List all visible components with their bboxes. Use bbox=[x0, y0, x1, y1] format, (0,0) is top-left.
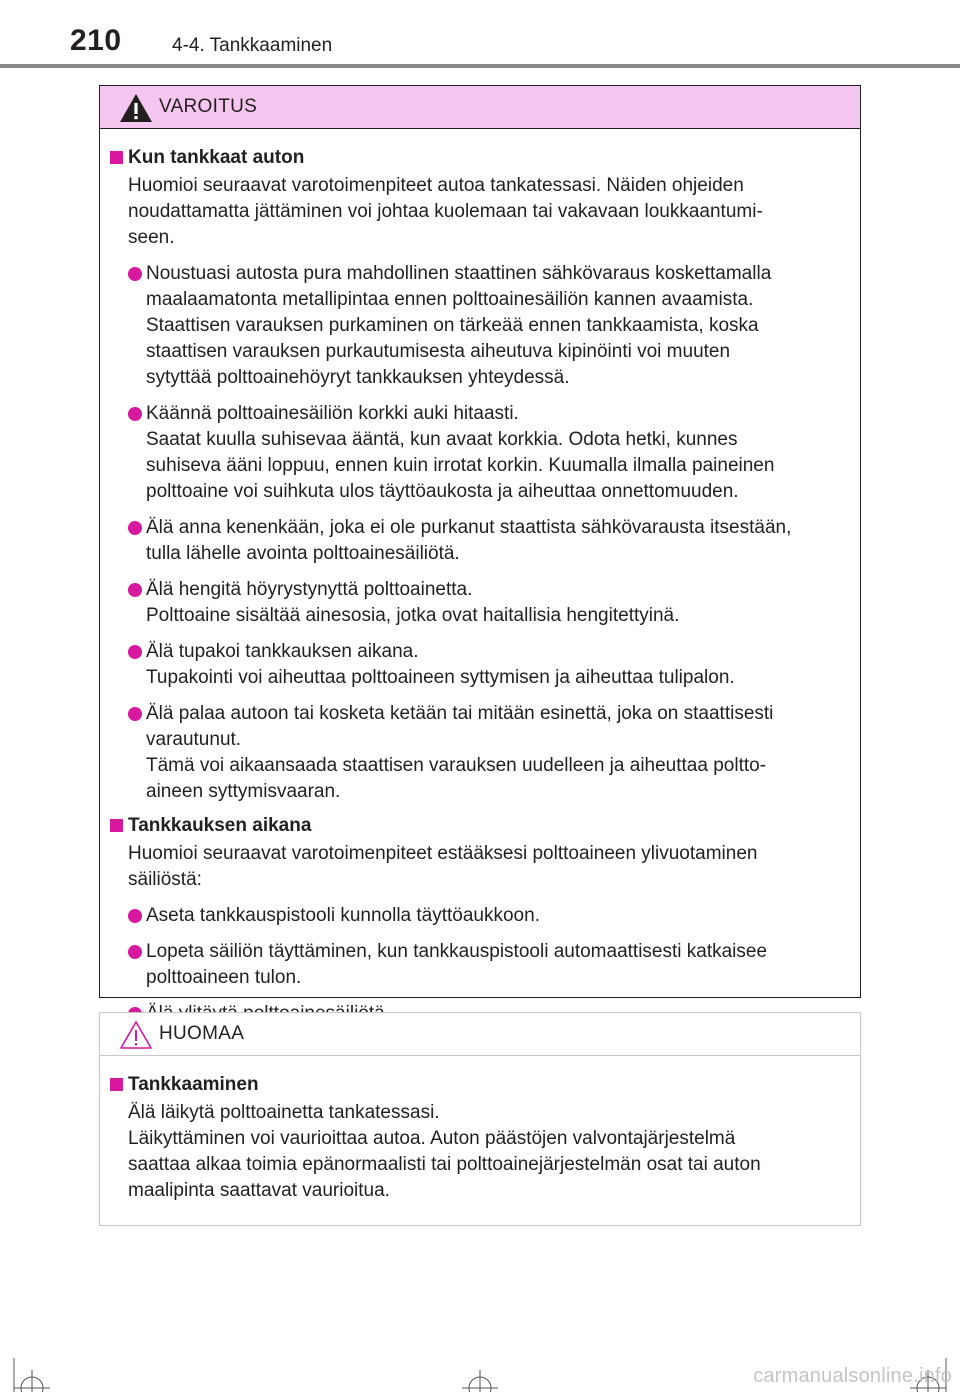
round-bullet-icon bbox=[128, 583, 142, 597]
page-header bbox=[0, 0, 960, 66]
block-intro: Huomioi seuraavat varotoimenpiteet estääksesi polttoaineen ylivuotaminen säiliöstä: bbox=[128, 843, 758, 890]
caution-block-refueling bbox=[108, 1072, 853, 1204]
block-heading: Tankkaaminen bbox=[108, 1072, 853, 1098]
warning-header bbox=[100, 86, 860, 129]
header-rule bbox=[0, 64, 960, 68]
round-bullet-icon bbox=[128, 909, 142, 923]
list-item: Älä anna kenenkään, joka ei ole purkanut staattista sähkövarausta itsestään, tulla lähelle avointa polttoainesäiliötä. bbox=[108, 515, 853, 567]
section-title: 4-4. Tankkaaminen bbox=[172, 35, 333, 56]
caution-box bbox=[99, 1012, 861, 1226]
list-item: Aseta tankkauspistooli kunnolla täyttöaukkoon. bbox=[108, 903, 853, 929]
watermark: carmanualsonline.info bbox=[753, 1365, 952, 1387]
round-bullet-icon bbox=[128, 521, 142, 535]
round-bullet-icon bbox=[128, 407, 142, 421]
list-item: Lopeta säiliön täyttäminen, kun tankkauspistooli automaattisesti katkaisee polttoaineen tulon. bbox=[108, 939, 853, 991]
list-item: Noustuasi autosta pura mahdollinen staattinen sähkövaraus koskettamalla maalaamatonta metallipintaa ennen polttoainesäiliön kannen avaamista. Staattisen varauksen purkaminen on tärkeää ennen tankkaamista, koska staattisen varauksen purkautumisesta aiheutuva kipinöinti voi muuten sytyttää polttoainehöyryt tankkauksen yhteydessä. bbox=[108, 261, 853, 391]
page-number: 210 bbox=[70, 24, 122, 57]
warning-triangle-icon bbox=[118, 92, 154, 124]
warning-block-during-refueling bbox=[108, 813, 853, 1027]
round-bullet-icon bbox=[128, 645, 142, 659]
round-bullet-icon bbox=[128, 707, 142, 721]
caution-body bbox=[100, 1056, 860, 1204]
warning-box bbox=[99, 85, 861, 998]
caution-triangle-icon bbox=[118, 1019, 154, 1051]
warning-body bbox=[100, 129, 860, 1027]
block-intro: Älä läikytä polttoainetta tankatessasi. Läikyttäminen voi vaurioittaa autoa. Auton päästöjen valvontajärjestelmä saattaa alkaa toimia epänormaalisti tai polttoainejärjestelmän osat tai auton maalipinta saattavat vaurioitua. bbox=[128, 1102, 761, 1201]
square-bullet-icon bbox=[110, 1078, 123, 1091]
square-bullet-icon bbox=[110, 151, 123, 164]
warning-label: VAROITUS bbox=[159, 96, 258, 117]
round-bullet-icon bbox=[128, 267, 142, 281]
caution-label: HUOMAA bbox=[159, 1023, 245, 1044]
warning-block-refueling bbox=[108, 145, 853, 805]
round-bullet-icon bbox=[128, 945, 142, 959]
list-item: Älä hengitä höyrystynyttä polttoainetta. Polttoaine sisältää ainesosia, jotka ovat haitallisia hengitettyinä. bbox=[108, 577, 853, 629]
list-item: Älä tupakoi tankkauksen aikana. Tupakointi voi aiheuttaa polttoaineen syttymisen ja aiheuttaa tulipalon. bbox=[108, 639, 853, 691]
square-bullet-icon bbox=[110, 819, 123, 832]
block-heading: Tankkauksen aikana bbox=[108, 813, 853, 839]
caution-header bbox=[100, 1013, 860, 1056]
block-heading: Kun tankkaat auton bbox=[108, 145, 853, 171]
block-intro: Huomioi seuraavat varotoimenpiteet autoa tankatessasi. Näiden ohjeiden noudattamatta jättäminen voi johtaa kuolemaan tai vakavaan loukkaantumi- seen. bbox=[128, 175, 763, 248]
list-item: Älä palaa autoon tai kosketa ketään tai mitään esinettä, joka on staattisesti varautunut. Tämä voi aikaansaada staattisen varauksen uudelleen ja aiheuttaa poltto- aineen syttymisvaaran. bbox=[108, 701, 853, 805]
list-item: Käännä polttoainesäiliön korkki auki hitaasti. Saatat kuulla suhisevaa ääntä, kun avaat korkkia. Odota hetki, kunnes suhiseva ääni loppuu, ennen kuin irrotat korkin. Kuumalla ilmalla paineinen polttoaine voi suihkuta ulos täyttöaukosta ja aiheuttaa onnettomuuden. bbox=[108, 401, 853, 505]
